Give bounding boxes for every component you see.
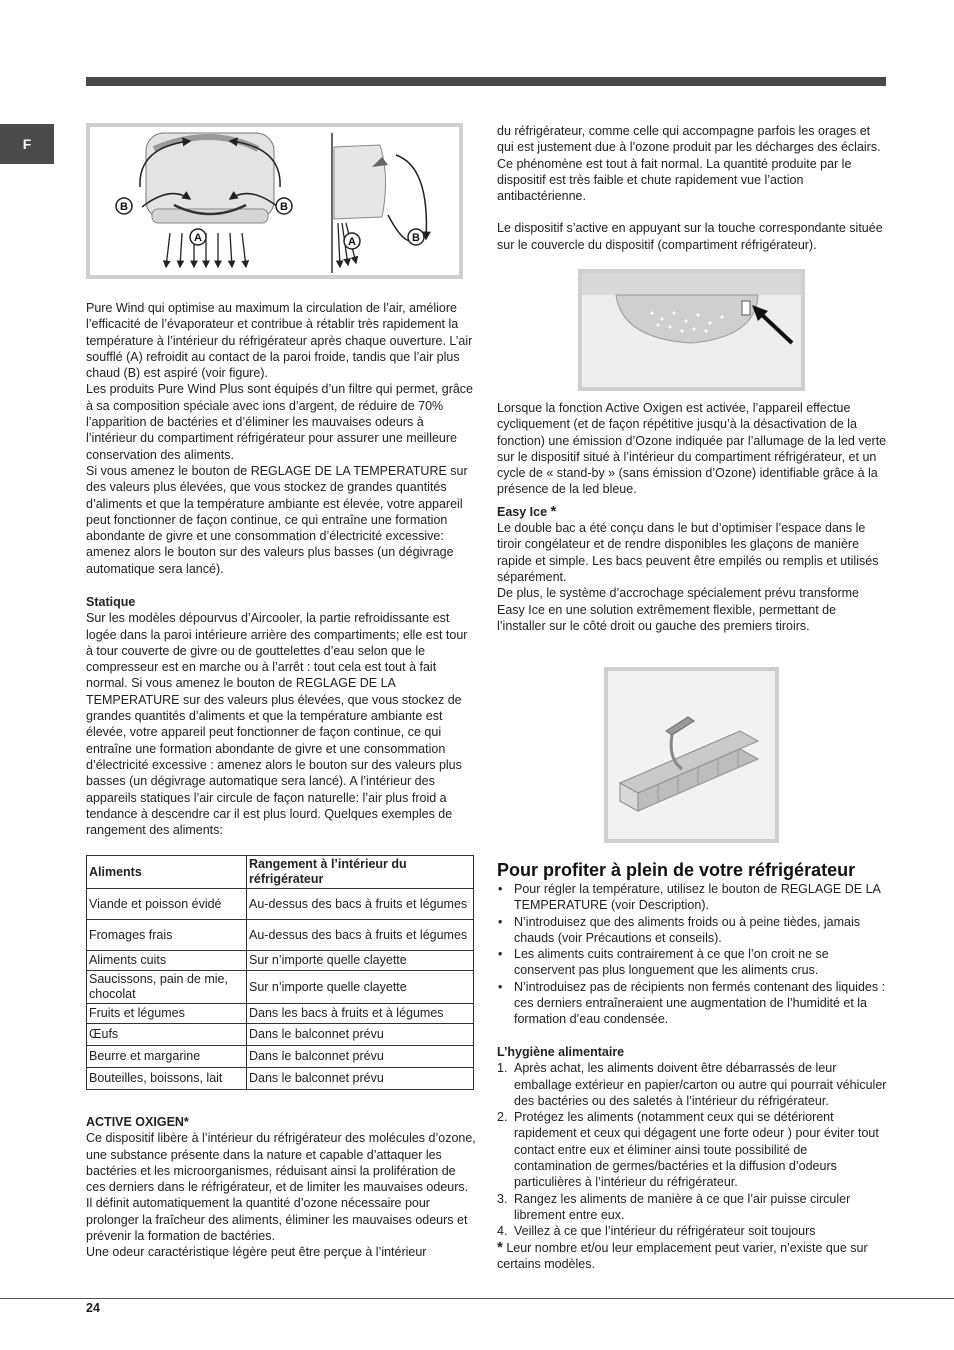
tips-heading: Pour profiter à plein de votre réfrigérateur <box>497 860 856 880</box>
table-header-row <box>87 856 474 889</box>
table-cell: Saucissons, pain de mie, chocolat <box>87 971 247 1004</box>
ozone-paragraph: du réfrigérateur, comme celle qui accompagne parfois les orages et qui est justement due à l’ozone produit par les décharges des éclairs. Ce phénomène est tout à fait normal. La quantité produite par le dispositif est très faible et chute rapidement vue l’action antibactérienne. <box>497 124 881 204</box>
activation-paragraph: Le dispositif s’active en appuyant sur la touche correspondante située sur le couvercle du dispositif (compartiment réfrigérateur). <box>497 221 883 252</box>
language-tab-label: F <box>22 135 32 152</box>
table-cell: Dans le balconnet prévu <box>247 1024 474 1046</box>
table-row <box>87 889 474 920</box>
table-cell: Dans le balconnet prévu <box>247 1046 474 1068</box>
list-item: • N’introduisez que des aliments froids ou à peine tièdes, jamais chauds (voir Précautions et conseils). <box>497 914 887 947</box>
table-row <box>87 1068 474 1090</box>
label-b-left: B <box>120 201 128 213</box>
table-cell: Viande et poisson évidé <box>87 889 247 920</box>
table-cell: Sur n’importe quelle clayette <box>247 971 474 1004</box>
figure-airflow <box>86 123 463 279</box>
list-item: • Les aliments cuits contrairement à ce que l’on croit ne se conservent pas plus longuement que les aliments crus. <box>497 946 887 979</box>
table-cell: Bouteilles, boissons, lait <box>87 1068 247 1090</box>
table-cell: Dans le balconnet prévu <box>247 1068 474 1090</box>
tips-section <box>497 859 887 1028</box>
list-item: • Pour régler la température, utilisez le bouton de REGLAGE DE LA TEMPERATURE (voir Description). <box>497 881 887 914</box>
table-cell: Sur n’importe quelle clayette <box>247 951 474 971</box>
active-oxigen-heading: ACTIVE OXIGEN* <box>86 1115 189 1129</box>
table-row <box>87 971 474 1004</box>
list-item: 1. Après achat, les aliments doivent être débarrassés de leur emballage extérieur en papier/carton ou autre qui pourrait véhiculer des bactéries ou des saletés à l’intérieur du réfrigérateur. <box>497 1061 887 1108</box>
figure-easy-ice <box>604 667 779 843</box>
temperature-paragraph: Si vous amenez le bouton de REGLAGE DE LA TEMPERATURE sur des valeurs plus élevées, que vous stockez de grandes quantités d’aliments et que la température ambiante est élevée, votre appareil peut fonctionner de façon continue, ce qui entraîne une formation abondante de givre et une consommation d’électricité excessive: amenez alors le bouton sur des valeurs plus basses (un dégivrage automatique sera lancé). <box>86 463 468 576</box>
table-cell: Aliments cuits <box>87 951 247 971</box>
label-b-side: B <box>412 232 420 244</box>
precautions-reference: voir Précautions et conseils <box>561 930 715 945</box>
table-row <box>87 920 474 951</box>
active-oxigen-paragraph-2: Il définit automatiquement la quantité d’ozone nécessaire pour prolonger la fraîcheur des aliments, éliminer les mauvaises odeurs et prévenir la formation de bactéries. <box>86 1196 468 1244</box>
header-bar <box>86 77 886 86</box>
hygiene-section <box>497 1044 887 1272</box>
active-oxigen-section <box>86 1114 476 1261</box>
purewind-paragraph: Pure Wind qui optimise au maximum la circulation de l’air, améliore l’efficacité de l’évaporateur et contribue à rétablir très rapidement la température à l’intérieur du réfrigérateur après chaque ouverture. L’air soufflé (A) refroidit au contact de la paroi froide, tandis que l’air plus chaud (B) est aspiré (voir figure). <box>86 301 473 381</box>
easy-ice-paragraph-2: De plus, le système d’accrochage spécialement prévu transforme Easy Ice en une solution extrêmement flexible, permettant de l’installer sur le côté droit ou gauche des premiers tiroirs. <box>497 586 859 633</box>
left-column <box>86 300 476 577</box>
active-oxigen-paragraph-3: Une odeur caractéristique légère peut être perçue à l’intérieur <box>86 1245 427 1260</box>
activation-button <box>742 301 750 315</box>
table-cell: Beurre et margarine <box>87 1046 247 1068</box>
purewind-plus-paragraph: Les produits Pure Wind Plus sont équipés d’un filtre qui permet, grâce à sa composition spéciale avec ions d’argent, de réduire de 70% l’apparition de bactéries et d’éliminer les mauvaises odeurs à l’intérieur du compartiment réfrigérateur pour assurer une meilleure conservation des aliments. <box>86 382 474 462</box>
active-oxigen-paragraph-1: Ce dispositif libère à l’intérieur du réfrigérateur des molécules d’ozone, une substance présente dans la nature et capable d’attaquer les bactéries et les microorganismes, réduisant ainsi la prolifération de ces derniers dans le réfrigérateur, et de limiter les mauvaises odeurs. <box>86 1131 476 1195</box>
easy-ice-paragraph-1: Le double bac a été conçu dans le but d’optimiser l’espace dans le tiroir congélateur et de rendre disponibles les glaçons de manière rapide et simple. Les bacs peuvent être empilés ou remplis et utilisés séparément. <box>497 521 879 584</box>
label-a-side: A <box>348 236 356 248</box>
label-a-front: A <box>194 232 202 244</box>
right-column-top <box>497 123 887 253</box>
list-item: 2. Protégez les aliments (notamment ceux qui se détériorent rapidement et ceux qui dégagent une forte odeur ) pour éviter tout contact entre eux et éliminer ainsi toute possibilité de contamination de germes/bactéries et la diffusion d’odeurs particulières à l’intérieur du réfrigérateur. <box>497 1110 879 1190</box>
description-reference: voir Description <box>615 898 702 913</box>
table-row <box>87 1024 474 1046</box>
statique-heading: Statique <box>86 595 136 609</box>
table-cell: Fruits et légumes <box>87 1004 247 1024</box>
table-header: Aliments <box>87 856 247 889</box>
storage-table <box>86 855 474 1090</box>
language-tab <box>0 124 54 164</box>
easy-ice-heading: Easy Ice * <box>497 502 557 520</box>
table-row <box>87 951 474 971</box>
table-cell: Au-dessus des bacs à fruits et légumes <box>247 889 474 920</box>
table-cell: Au-dessus des bacs à fruits et légumes <box>247 920 474 951</box>
hygiene-heading: L’hygiène alimentaire <box>497 1045 625 1059</box>
figure-reference: voir figure <box>205 366 261 381</box>
table-row <box>87 1004 474 1024</box>
table-cell: Dans les bacs à fruits et à légumes <box>247 1004 474 1024</box>
table-cell: Œufs <box>87 1024 247 1046</box>
tips-list <box>497 881 887 1028</box>
ozone-device-illustration <box>582 273 801 387</box>
ice-tray-illustration <box>608 671 775 839</box>
page-number: 24 <box>86 1301 100 1315</box>
right-column-middle <box>497 400 887 634</box>
airflow-illustration <box>90 127 459 275</box>
led-paragraph: Lorsque la fonction Active Oxigen est activée, l’appareil effectue cycliquement (et de façon répétitive jusqu’à la désactivation de la fonction) une émission d’Ozone indiquée par l’allumage de la led verte sur le dispositif situé à l’intérieur du compartiment réfrigérateur, et un cycle de « stand-by » (sans émission d’Ozone) identifiable grâce à la présence de la led bleue. <box>497 401 887 497</box>
fan-unit-side <box>334 145 386 219</box>
label-b-right: B <box>280 201 288 213</box>
list-item: • N’introduisez pas de récipients non fermés contenant des liquides : ces derniers entraîneraient une augmentation de l’humidité et la formation d’eau condensée. <box>497 979 887 1028</box>
statique-section <box>86 594 476 838</box>
footnote: * Leur nombre et/ou leur emplacement peut varier, n’existe que sur certains modèles. <box>497 1238 868 1271</box>
table-row <box>87 1046 474 1068</box>
figure-active-oxigen <box>578 269 805 391</box>
table-cell: Fromages frais <box>87 920 247 951</box>
statique-paragraph: Sur les modèles dépourvus d’Aircooler, la partie refroidissante est logée dans la paroi intérieure arrière des compartiments; elle est tour à tour couverte de givre ou de gouttelettes d’eau selon que le compresseur est en marche ou à l’arrêt : tout cela est tout à fait normal. Si vous amenez le bouton de REGLAGE DE LA TEMPERATURE sur des valeurs plus élevées, que vous stockez de grandes quantités d’aliments et que la température ambiante est élevée, votre appareil peut fonctionner de façon continue, ce qui entraîne une formation abondante de givre et une consommation d’électricité excessive : amenez alors le bouton sur des valeurs plus basses (un dégivrage automatique sera lancé). A l’intérieur des appareils statiques l’air circule de façon naturelle: l’air plus froid a tendance à descendre car il est plus lourd. Quelques exemples de rangement des aliments: <box>86 611 468 838</box>
table-header: Rangement à l’intérieur du réfrigérateur <box>247 856 474 889</box>
footer-rule <box>0 1298 954 1299</box>
list-item: 3. Rangez les aliments de manière à ce que l’air puisse circuler librement entre eux. <box>497 1191 851 1222</box>
list-item: 4. Veillez à ce que l’intérieur du réfrigérateur soit toujours <box>497 1224 816 1239</box>
hygiene-list <box>497 1060 887 1239</box>
